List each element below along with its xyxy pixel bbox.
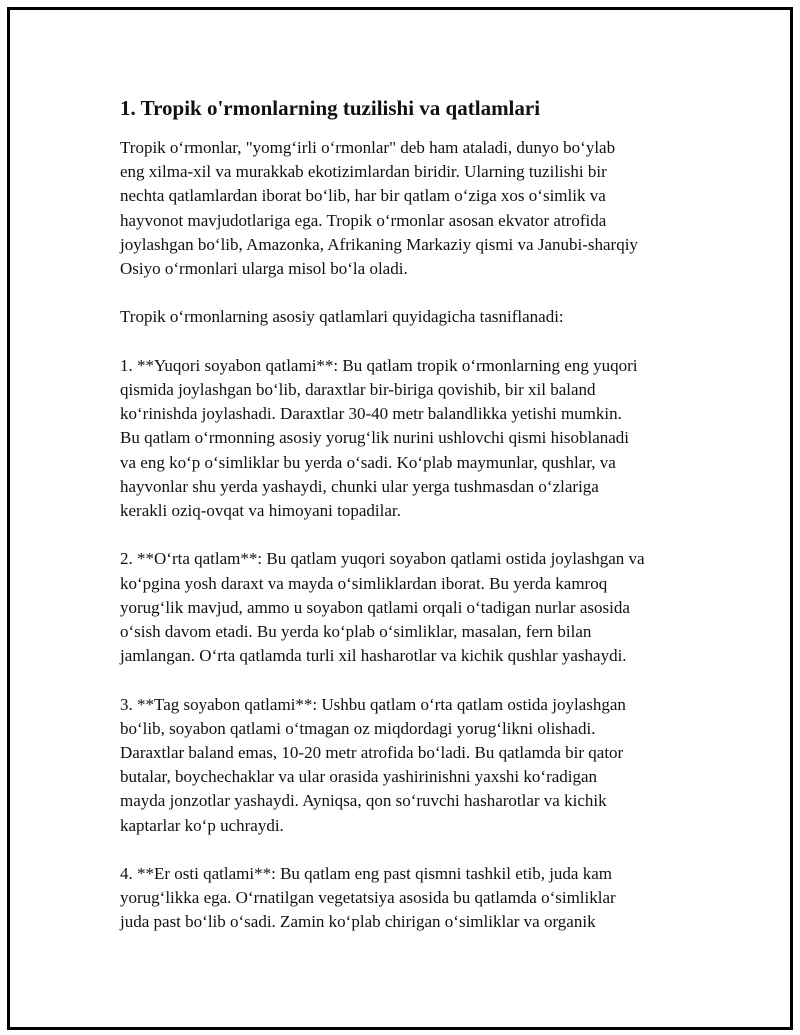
text-line: o‘sish davom etadi. Bu yerda ko‘plab o‘simliklar, masalan, fern bilan: [120, 622, 592, 642]
text-line: juda past bo‘lib o‘sadi. Zamin ko‘plab chirigan o‘simliklar va organik: [120, 912, 596, 932]
text-line: hayvonot mavjudotlariga ega. Tropik o‘rmonlar asosan ekvator atrofida: [120, 210, 607, 230]
text-line: jamlangan. O‘rta qatlamda turli xil hasharotlar va kichik qushlar yashaydi.: [120, 646, 627, 666]
text-line: hayvonlar shu yerda yashaydi, chunki ular yerga tushmasdan o‘zlariga: [120, 476, 599, 496]
page-frame: [7, 7, 793, 1030]
text-line: Daraxtlar baland emas, 10-20 metr atrofida bo‘ladi. Bu qatlamda bir qator: [120, 743, 624, 763]
text-line: nechta qatlamlardan iborat bo‘lib, har bir qatlam o‘ziga xos o‘simlik va: [120, 186, 606, 206]
text-line: ko‘pgina yosh daraxt va mayda o‘simliklardan iborat. Bu yerda kamroq: [120, 573, 608, 593]
text-line: Bu qatlam o‘rmonning asosiy yorug‘lik nurini ushlovchi qismi hisoblanadi: [120, 428, 630, 448]
text-line: ko‘rinishda joylashadi. Daraxtlar 30-40 metr balandlikka yetishi mumkin.: [120, 404, 622, 424]
document-title: 1. Tropik o'rmonlarning tuzilishi va qatlamlari: [120, 96, 541, 120]
paragraph-classification: [120, 305, 710, 329]
paragraph-intro: [120, 136, 710, 281]
text-line: mayda jonzotlar yashaydi. Ayniqsa, qon so‘ruvchi hasharotlar va kichik: [120, 791, 607, 811]
text-line: joylashgan bo‘lib, Amazonka, Afrikaning Markaziy qismi va Janubi-sharqiy: [120, 234, 638, 254]
text-line: bo‘lib, soyabon qatlami o‘tmagan oz miqdordagi yorug‘likni olishadi.: [120, 718, 596, 738]
text-line: kaptarlar ko‘p uchraydi.: [120, 815, 284, 835]
text-line: Tropik o‘rmonlar, "yomg‘irli o‘rmonlar" deb ham ataladi, dunyo bo‘ylab: [120, 138, 616, 157]
paragraph-canopy-layer: [120, 354, 710, 523]
paragraph-forest-floor: [120, 862, 710, 935]
paragraph-understory-layer: [120, 693, 710, 838]
document-body: [120, 94, 710, 959]
text-line: 1. **Yuqori soyabon qatlami**: Bu qatlam tropik o‘rmonlarning eng yuqori: [120, 355, 638, 375]
text-line: va eng ko‘p o‘simliklar bu yerda o‘sadi. Ko‘plab maymunlar, qushlar, va: [120, 452, 616, 472]
text-line: butalar, boychechaklar va ular orasida yashirinishni yaxshi ko‘radigan: [120, 767, 598, 787]
text-line: qismida joylashgan bo‘lib, daraxtlar bir-biriga qovishib, bir xil baland: [120, 380, 596, 399]
text-line: 2. **O‘rta qatlam**: Bu qatlam yuqori soyabon qatlami ostida joylashgan va: [120, 549, 645, 569]
text-line: 3. **Tag soyabon qatlami**: Ushbu qatlam o‘rta qatlam ostida joylashgan: [120, 694, 626, 714]
text-line: yorug‘likka ega. O‘rnatilgan vegetatsiya asosida bu qatlamda o‘simliklar: [120, 888, 616, 908]
text-line: yorug‘lik mavjud, ammo u soyabon qatlami orqali o‘tadigan nurlar asosida: [120, 597, 630, 617]
text-line: kerakli oziq-ovqat va himoyani topadilar.: [120, 501, 401, 521]
text-line: 4. **Er osti qatlami**: Bu qatlam eng past qismni tashkil etib, juda kam: [120, 864, 612, 884]
text-line: Osiyo o‘rmonlari ularga misol bo‘la oladi.: [120, 259, 408, 279]
text-line: eng xilma-xil va murakkab ekotizimlardan biridir. Ularning tuzilishi bir: [120, 162, 607, 182]
paragraph-middle-layer: [120, 547, 710, 668]
text-line: Tropik o‘rmonlarning asosiy qatlamlari quyidagicha tasniflanadi:: [120, 307, 564, 327]
